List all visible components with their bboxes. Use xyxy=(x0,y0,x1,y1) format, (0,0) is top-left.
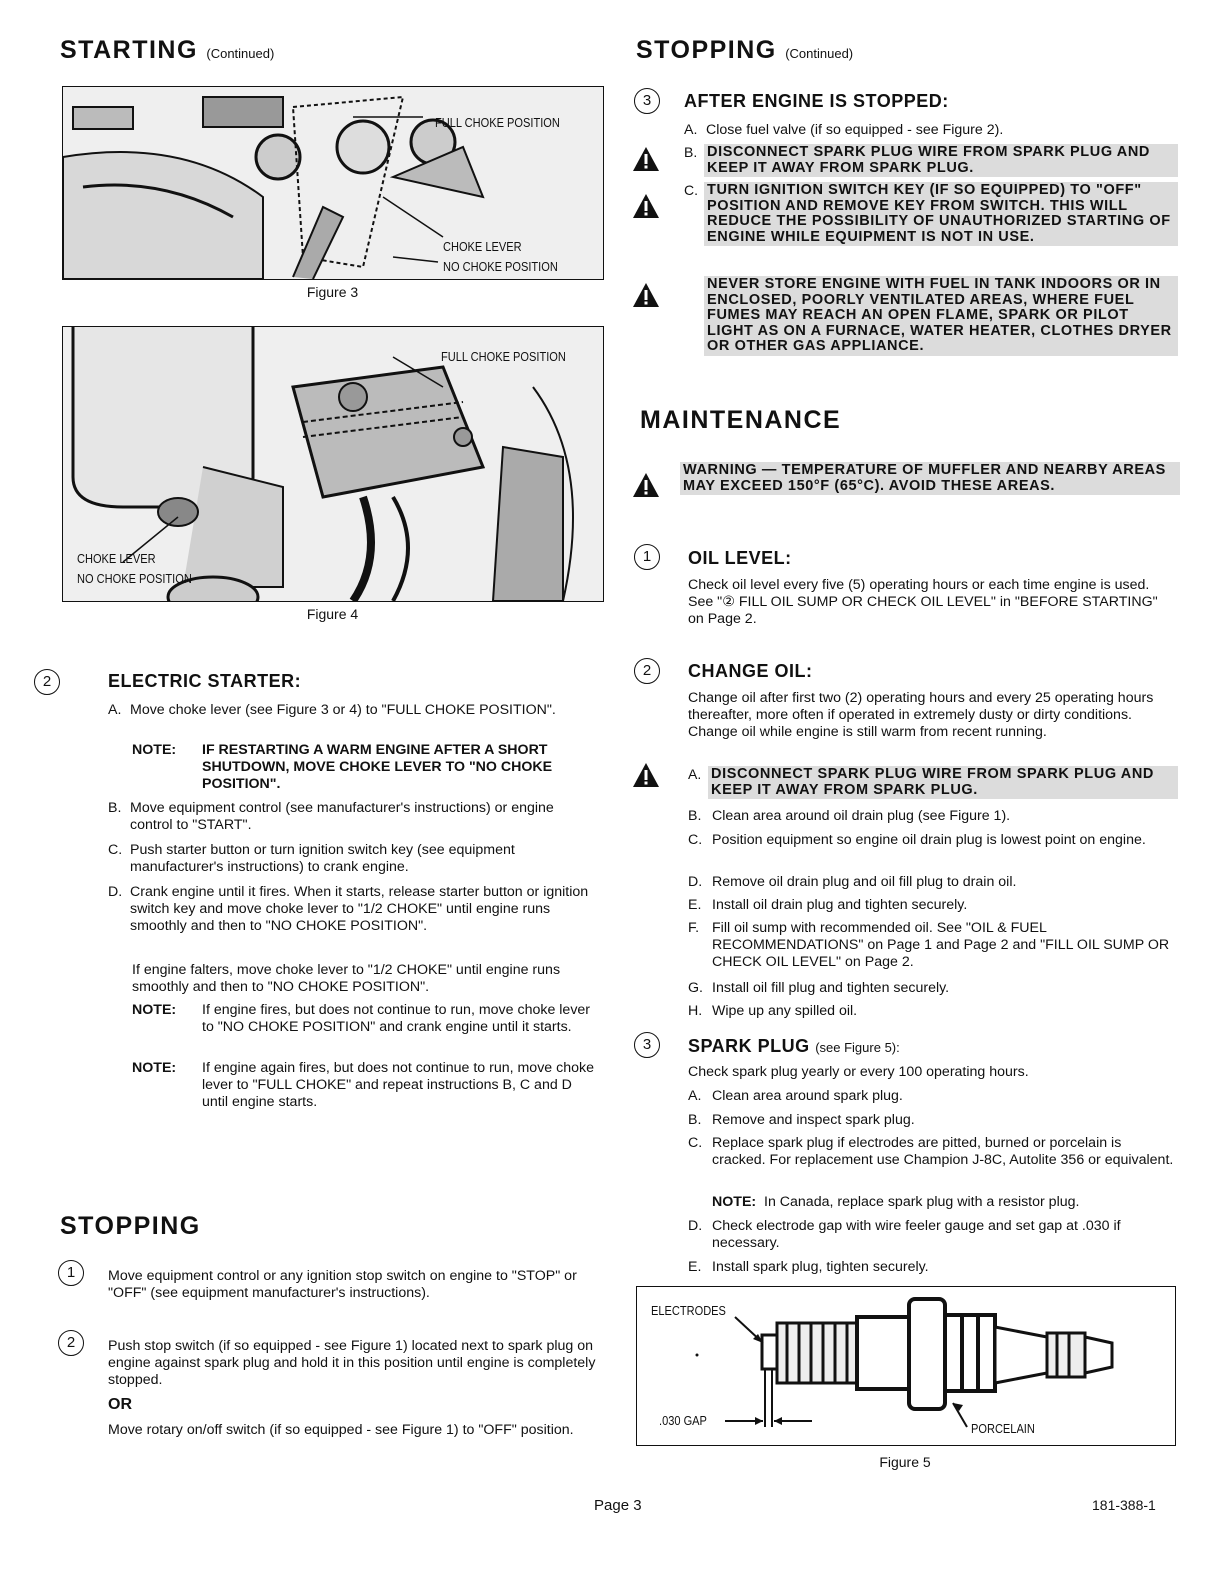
figure-5-gap-label: .030 GAP xyxy=(659,1413,707,1428)
list-item: B. Clean area around oil drain plug (see Figure 1). xyxy=(688,808,1011,824)
section-number-badge: 2 xyxy=(58,1330,84,1356)
list-item: D. Crank engine until it fires. When it starts, release starter button or ignition switch key and move choke lever to "1/2 CHOKE" until engine runs smoothly and then to "NO CHOKE POSITION". xyxy=(108,884,589,934)
after-engine-stopped-heading: AFTER ENGINE IS STOPPED: xyxy=(684,91,949,111)
figure-5-caption: Figure 5 xyxy=(879,1454,931,1470)
section-number-badge: 2 xyxy=(34,669,60,695)
section-number-badge: 2 xyxy=(634,658,660,684)
figure-3-caption: Figure 3 xyxy=(306,284,359,300)
note-block: NOTE: If engine fires, but does not continue to run, move choke lever to "NO CHOKE POSITION" and crank engine until it starts. xyxy=(132,1002,591,1035)
starting-continued-heading: STARTING (Continued) xyxy=(60,36,275,64)
document-number: 181-388-1 xyxy=(1092,1497,1156,1513)
note-block: NOTE: In Canada, replace spark plug with a resistor plug. xyxy=(712,1194,1080,1210)
never-store-warning: NEVER STORE ENGINE WITH FUEL IN TANK INDOORS OR IN ENCLOSED, POORLY VENTILATED AREAS, WHERE FUEL FUMES MAY REACH AN OPEN FLAME, SPARK OR PILOT LIGHT AS ON A FURNACE, WATER HEATER, CLOTHES DRYER OR OTHER GAS APPLIANCE. xyxy=(704,276,1178,356)
section-number-badge: 1 xyxy=(634,544,660,570)
list-item: B. Move equipment control (see manufacturer's instructions) or engine control to "START". xyxy=(108,800,554,833)
section-number-badge: 1 xyxy=(58,1260,84,1286)
figure-4-caption: Figure 4 xyxy=(306,606,359,622)
figure-4-full-choke-label: FULL CHOKE POSITION xyxy=(441,349,566,364)
change-oil-heading: CHANGE OIL: xyxy=(688,661,813,681)
section-number-badge: 3 xyxy=(634,1032,660,1058)
figure-4-no-choke-label: NO CHOKE POSITION xyxy=(77,571,192,586)
list-item: E. Install oil drain plug and tighten securely. xyxy=(688,897,968,913)
list-item: C. Position equipment so engine oil drain plug is lowest point on engine. xyxy=(688,832,1146,848)
muffler-temperature-warning: WARNING — TEMPERATURE OF MUFFLER AND NEARBY AREAS MAY EXCEED 150°F (65°C). AVOID THESE AREAS. xyxy=(680,462,1180,495)
list-item: G. Install oil fill plug and tighten securely. xyxy=(688,980,950,996)
list-item: C. Replace spark plug if electrodes are pitted, burned or porcelain is cracked. For replacement use Champion J-8C, Autolite 356 or equivalent. xyxy=(688,1135,1174,1168)
spark-plug-heading: SPARK PLUG (see Figure 5): xyxy=(688,1036,900,1056)
electric-starter-heading: ELECTRIC STARTER: xyxy=(108,671,302,691)
list-item: F. Fill oil sump with recommended oil. See "OIL & FUEL RECOMMENDATIONS" on Page 1 and Page 2 and "FILL OIL SUMP OR CHECK OIL LEVEL" on Page 2. xyxy=(688,920,1170,970)
note-block: NOTE: If engine again fires, but does not continue to run, move choke lever to "FULL CHOKE" and repeat instructions B, C and D until engine starts. xyxy=(132,1060,594,1110)
stopping-step-1-text: Move equipment control or any ignition stop switch on engine to "STOP" or "OFF" (see equipment manufacturer's instructions). xyxy=(108,1268,577,1301)
figure-4-choke-lever-label: CHOKE LEVER xyxy=(77,551,156,566)
figure-5-spark-plug-illustration xyxy=(636,1286,1176,1446)
list-item: A. Move choke lever (see Figure 3 or 4) to "FULL CHOKE POSITION". xyxy=(108,702,556,718)
list-item: B. Remove and inspect spark plug. xyxy=(688,1112,915,1128)
warning-triangle-icon xyxy=(632,472,660,498)
figure-5-porcelain-label: PORCELAIN xyxy=(971,1421,1035,1436)
warning-triangle-icon xyxy=(632,282,660,308)
maintenance-heading: MAINTENANCE xyxy=(640,406,842,434)
note-block: NOTE: IF RESTARTING A WARM ENGINE AFTER A SHORT SHUTDOWN, MOVE CHOKE LEVER TO "NO CHOKE POSITION". xyxy=(132,742,553,792)
rotary-switch-text: Move rotary on/off switch (if so equipped - see Figure 1) to "OFF" position. xyxy=(108,1422,574,1438)
falters-paragraph: If engine falters, move choke lever to "1/2 CHOKE" until engine runs smoothly and then to "NO CHOKE POSITION". xyxy=(132,962,561,995)
stopping-heading: STOPPING xyxy=(60,1212,201,1240)
warning-triangle-icon xyxy=(632,146,660,172)
figure-3-full-choke-label: FULL CHOKE POSITION xyxy=(435,115,560,130)
page-number: Page 3 xyxy=(594,1497,642,1514)
oil-level-text: Check oil level every five (5) operating hours or each time engine is used. See "② FILL OIL SUMP OR CHECK OIL LEVEL" in "BEFORE STARTING" on Page 2. xyxy=(688,577,1158,627)
stopping-step-2-text: Push stop switch (if so equipped - see Figure 1) located next to spark plug on engine against spark plug and hold it in this position until engine is completely stopped. xyxy=(108,1338,596,1388)
change-oil-text: Change oil after first two (2) operating hours and every 25 operating hours thereafter, more often if operated in extremely dusty or dirty conditions. Change oil while engine is still warm from recent running. xyxy=(688,690,1154,740)
oil-level-heading: OIL LEVEL: xyxy=(688,548,792,568)
list-item: E. Install spark plug, tighten securely. xyxy=(688,1259,929,1275)
section-number-badge: 3 xyxy=(634,88,660,114)
spark-plug-intro: Check spark plug yearly or every 100 operating hours. xyxy=(688,1064,1029,1080)
figure-3-choke-lever-label: CHOKE LEVER xyxy=(443,239,522,254)
list-item: A. Close fuel valve (if so equipped - see Figure 2). xyxy=(684,122,1004,138)
figure-3-choke-illustration xyxy=(62,86,604,280)
figure-3-no-choke-label: NO CHOKE POSITION xyxy=(443,259,558,274)
list-item: C. Push starter button or turn ignition switch key (see equipment manufacturer's instructions) to crank engine. xyxy=(108,842,515,875)
warning-triangle-icon xyxy=(632,193,660,219)
list-item: H. Wipe up any spilled oil. xyxy=(688,1003,858,1019)
figure-4-choke-illustration xyxy=(62,326,604,602)
list-item: A. Clean area around spark plug. xyxy=(688,1088,903,1104)
or-label: OR xyxy=(108,1396,132,1413)
list-item: D. Remove oil drain plug and oil fill plug to drain oil. xyxy=(688,874,1017,890)
list-item: D. Check electrode gap with wire feeler gauge and set gap at .030 if necessary. xyxy=(688,1218,1121,1251)
figure-5-electrodes-label: ELECTRODES xyxy=(651,1303,726,1318)
stopping-continued-heading: STOPPING (Continued) xyxy=(636,36,854,64)
warning-triangle-icon xyxy=(632,762,660,788)
